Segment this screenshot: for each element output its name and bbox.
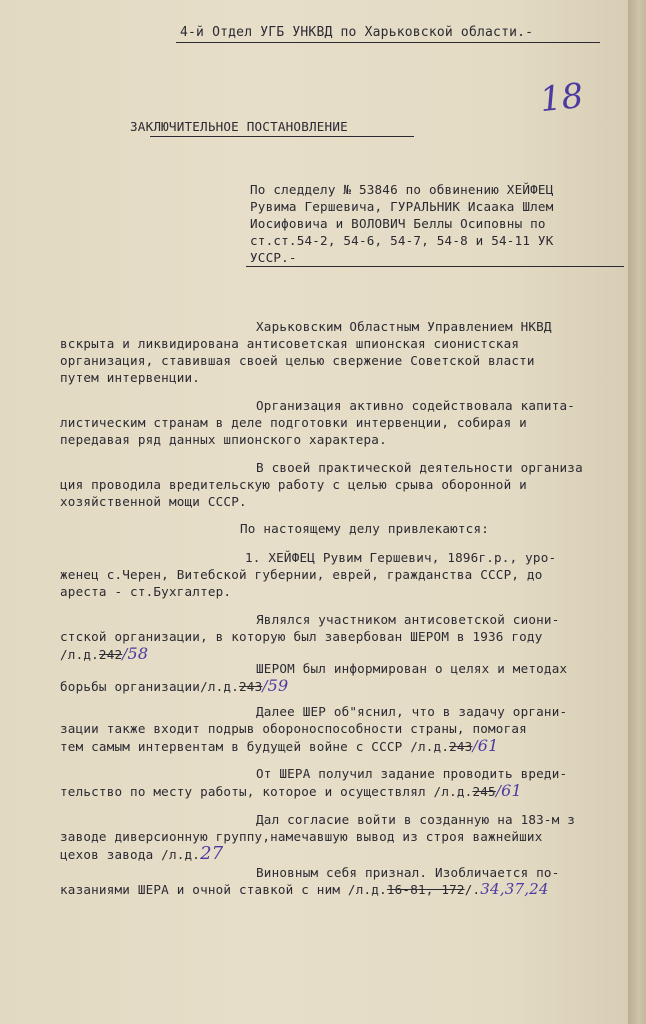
document-header: 4-й Отдел УГБ УНКВД по Харьковской области.- [180, 25, 534, 40]
struck-ref: 243 [239, 679, 263, 694]
case-line: Иосифовича и ВОЛОВИЧ Беллы Осиповны по [250, 216, 546, 231]
text-line: 1. ХЕЙФЕЦ Рувим Гершевич, 1896г.р., уро- [245, 550, 557, 565]
page-number: 18 [538, 75, 586, 121]
handwritten-ref: 61 [501, 781, 522, 800]
text-line: ШЕРОМ был информирован о целях и методах [256, 661, 568, 676]
case-ref: тем самым интервентам в будущей войне с СССР /л.д.243/61 [60, 736, 499, 755]
text-line: стской организации, в которую был завербован ШЕРОМ в 1936 году [60, 629, 543, 644]
text-line: От ШЕРА получил задание проводить вреди- [256, 766, 568, 781]
text-line: организация, ставившая своей целью свержение Советской власти [60, 353, 535, 368]
text-line: Далее ШЕР об"яснил, что в задачу органи- [256, 704, 568, 719]
title-underline [150, 136, 414, 137]
handwritten-ref: 59 [267, 676, 289, 695]
text-line: Дал согласие войти в созданную на 183-м з [256, 812, 576, 827]
struck-ref: 243 [449, 739, 473, 754]
text-line: ареста - ст.Бухгалтер. [60, 584, 232, 599]
text-line: вскрыта и ликвидирована антисоветская шпионская сионистская [60, 336, 520, 351]
text-line: листическим странам в деле подготовки интервенции, собирая и [60, 415, 527, 430]
text-line: Организация активно содействовала капита- [256, 398, 576, 413]
text-line: хозяйственной мощи СССР. [60, 494, 247, 509]
page-edge [628, 0, 646, 1024]
text-line: путем интервенции. [60, 370, 201, 385]
text-line: Виновным себя признал. Изобличается по- [256, 865, 560, 880]
text-line: ция проводила вредительскую работу с целью срыва оборонной и [60, 477, 527, 492]
text-line: Являлся участником антисоветской сиони- [256, 612, 560, 627]
struck-ref: 242 [98, 647, 123, 662]
case-ref: казаниями ШЕРА и очной ставкой с ним /л.д.16-81, 172/.34,37,24 [60, 880, 549, 898]
case-ref: /л.д.242/58 [60, 644, 149, 663]
case-line: УССР.- [250, 250, 297, 265]
case-ref: тельство по месту работы, которое и осуществлял /л.д.245/61 [60, 781, 522, 800]
header-underline [176, 42, 600, 43]
case-ref: борьбы организации/л.д.243/59 [60, 676, 289, 695]
text-line: женец с.Черен, Витебской губернии, еврей, гражданства СССР, до [60, 567, 543, 582]
handwritten-ref: 58 [127, 644, 149, 663]
text-line: зации также входит подрыв обороноспособности страны, помогая [60, 721, 527, 736]
text-line: заводе диверсионную группу,намечавшую вывод из строя важнейших [60, 829, 543, 844]
struck-ref: 16-81, 172 [386, 882, 465, 897]
section-heading: По настоящему делу привлекаются: [240, 521, 490, 536]
text-line: В своей практической деятельности организа [256, 460, 583, 475]
case-ref: цехов завода /л.д.27 [60, 843, 224, 864]
handwritten-ref: 61 [477, 736, 499, 755]
struck-ref: 245 [472, 784, 496, 799]
handwritten-ref: 27 [200, 843, 224, 864]
case-line: По следделу № 53846 по обвинению ХЕЙФЕЦ [250, 182, 554, 197]
case-block-rule [246, 266, 624, 267]
document-title: ЗАКЛЮЧИТЕЛЬНОЕ ПОСТАНОВЛЕНИЕ [130, 119, 348, 134]
text-line: передавая ряд данных шпионского характера. [60, 432, 387, 447]
text-line: Харьковским Областным Управлением НКВД [256, 319, 552, 334]
handwritten-ref: 34,37,24 [480, 880, 549, 898]
case-line: Рувима Гершевича, ГУРАЛЬНИК Исаака Шлем [250, 199, 554, 214]
case-line: ст.ст.54-2, 54-6, 54-7, 54-8 и 54-11 УК [250, 233, 554, 248]
